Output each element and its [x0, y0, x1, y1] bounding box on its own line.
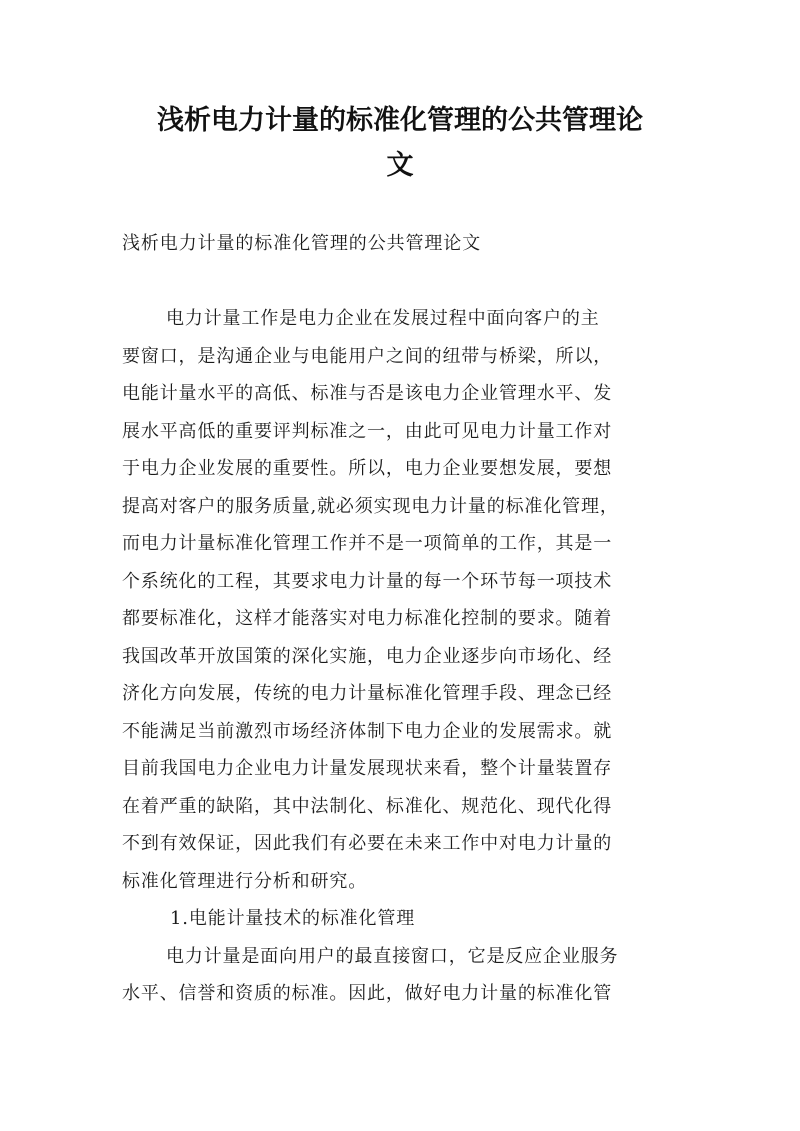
paragraph-line: 标准化管理进行分析和研究。	[122, 870, 368, 892]
paragraph-line: 而电力计量标准化管理工作并不是一项简单的工作，其是一	[122, 533, 613, 554]
paragraph-line: 于电力企业发展的重要性。所以，电力企业要想发展，要想	[122, 458, 613, 479]
paragraph-line: 水平、信誉和资质的标准。因此，做好电力计量的标准化管	[122, 983, 613, 1004]
paragraph-line: 目前我国电力企业电力计量发展现状来看，整个计量装置存	[122, 758, 613, 779]
paragraph-line: 要窗口，是沟通企业与电能用户之间的纽带与桥梁，所以，	[122, 345, 613, 367]
paragraph-line: 电能计量水平的高低、标准与否是该电力企业管理水平、发	[122, 383, 613, 404]
paragraph-line: 电力计量工作是电力企业在发展过程中面向客户的主	[166, 308, 600, 329]
document-body	[122, 300, 702, 1013]
paragraph-line: 在着严重的缺陷，其中法制化、标准化、规范化、现代化得	[122, 795, 613, 817]
document-subtitle: 浅析电力计量的标准化管理的公共管理论文	[122, 233, 482, 254]
document-title	[100, 98, 700, 188]
paragraph-line: 我国改革开放国策的深化实施，电力企业逐步向市场化、经	[122, 645, 613, 667]
document-title-line-2: 文	[386, 150, 414, 181]
paragraph-line: 济化方向发展，传统的电力计量标准化管理手段、理念已经	[122, 683, 613, 704]
paragraph-line: 电力计量是面向用户的最直接窗口，它是反应企业服务	[166, 945, 619, 967]
paragraph-line: 个系统化的工程，其要求电力计量的每一个环节每一项技术	[122, 570, 613, 592]
paragraph-line: 都要标准化，这样才能落实对电力标准化控制的要求。随着	[122, 608, 613, 629]
paragraph-line: 提高对客户的服务质量,就必须实现电力计量的标准化管理，	[122, 495, 619, 517]
document-title-line-1: 浅析电力计量的标准化管理的公共管理论	[157, 105, 643, 136]
paragraph-line: 不到有效保证，因此我们有必要在未来工作中对电力计量的	[122, 833, 613, 854]
paragraph-line: 不能满足当前激烈市场经济体制下电力企业的发展需求。就	[122, 720, 613, 742]
section-heading: 1.电能计量技术的标准化管理	[170, 908, 416, 929]
paragraph-line: 展水平高低的重要评判标准之一，由此可见电力计量工作对	[122, 420, 613, 442]
